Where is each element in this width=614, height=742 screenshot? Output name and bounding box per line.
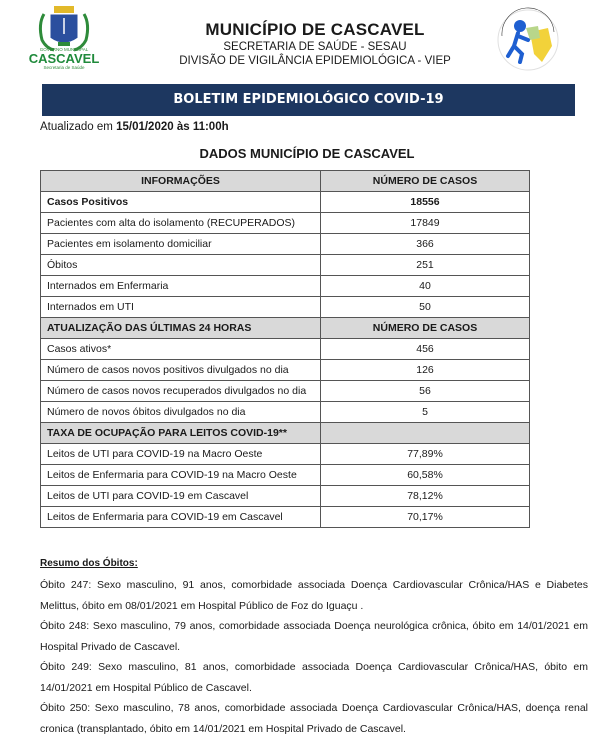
section-title: DADOS MUNICÍPIO DE CASCAVEL xyxy=(199,146,415,161)
row-label: Leitos de Enfermaria para COVID-19 em Cascavel xyxy=(41,507,321,528)
table-row xyxy=(41,402,530,423)
row-label: Pacientes com alta do isolamento (RECUPERADOS) xyxy=(41,213,321,234)
row-value: 60,58% xyxy=(321,465,530,486)
vigilancia-logo xyxy=(490,6,566,74)
obito-item: Óbito 247: Sexo masculino, 91 anos, comorbidade associada Doença Cardiovascular Crônica/HAS e Diabetes Melittus, óbito em 08/01/2021 em Hospital Público de Foz do Iguaçu . xyxy=(40,579,588,612)
row-value: 18556 xyxy=(321,192,530,213)
secretaria-subtitle: SECRETARIA DE SAÚDE - SESAU xyxy=(223,41,407,53)
row-label: Óbitos xyxy=(41,255,321,276)
row-value: 366 xyxy=(321,234,530,255)
obito-item: Óbito 249: Sexo masculino, 81 anos, comorbidade associada Doença Cardiovascular Crônica/HAS, óbito em 14/01/2021 em Hospital Público de Cascavel. xyxy=(40,661,588,694)
table-row xyxy=(41,192,530,213)
row-label: Número de casos novos positivos divulgados no dia xyxy=(41,360,321,381)
table-row xyxy=(41,276,530,297)
epidemiology-runner-icon xyxy=(490,6,566,74)
row-label: Internados em UTI xyxy=(41,297,321,318)
obitos-list xyxy=(40,575,588,739)
divisao-subtitle: DIVISÃO DE VIGILÂNCIA EPIDEMIOLÓGICA - VIEP xyxy=(179,55,451,67)
table-header-row xyxy=(41,171,530,192)
section-value-header: NÚMERO DE CASOS xyxy=(321,318,530,339)
table-row xyxy=(41,213,530,234)
covid-data-table xyxy=(40,170,530,528)
table-row xyxy=(41,297,530,318)
section-value-header xyxy=(321,423,530,444)
row-label: Leitos de Enfermaria para COVID-19 na Macro Oeste xyxy=(41,465,321,486)
updated-datetime: 15/01/2020 às 11:00h xyxy=(116,121,229,133)
section-header-24h xyxy=(41,318,530,339)
table-row xyxy=(41,381,530,402)
section-label: TAXA DE OCUPAÇÃO PARA LEITOS COVID-19** xyxy=(41,423,321,444)
section-label: ATUALIZAÇÃO DAS ÚLTIMAS 24 HORAS xyxy=(41,318,321,339)
resumo-obitos-title: Resumo dos Óbitos: xyxy=(40,558,138,569)
table-row xyxy=(41,444,530,465)
row-label: Número de novos óbitos divulgados no dia xyxy=(41,402,321,423)
table-row xyxy=(41,507,530,528)
header-numero-casos: NÚMERO DE CASOS xyxy=(321,171,530,192)
row-label: Número de casos novos recuperados divulgados no dia xyxy=(41,381,321,402)
row-value: 17849 xyxy=(321,213,530,234)
updated-prefix: Atualizado em xyxy=(40,121,117,133)
obito-item: Óbito 250: Sexo masculino, 78 anos, comorbidade associada Doença Cardiovascular Crônica/HAS, doença renal cronica (transplantado, óbito em 14/01/2021 em Hospital Privado de Cascavel. xyxy=(40,702,588,735)
row-value: 50 xyxy=(321,297,530,318)
header-informacoes: INFORMAÇÕES xyxy=(41,171,321,192)
municipality-title: MUNICÍPIO DE CASCAVEL xyxy=(205,20,425,39)
table-row xyxy=(41,339,530,360)
row-value: 40 xyxy=(321,276,530,297)
row-label: Casos Positivos xyxy=(41,192,321,213)
bulletin-banner: BOLETIM EPIDEMIOLÓGICO COVID-19 xyxy=(42,84,575,116)
obito-item: Óbito 248: Sexo masculino, 79 anos, comorbidade associada Doença neurológica crônica, óbito em 14/01/2021 em Hospital Privado de Cascavel. xyxy=(40,620,588,653)
row-value: 126 xyxy=(321,360,530,381)
row-value: 77,89% xyxy=(321,444,530,465)
row-label: Casos ativos* xyxy=(41,339,321,360)
table-row xyxy=(41,360,530,381)
row-value: 5 xyxy=(321,402,530,423)
table-row xyxy=(41,465,530,486)
table-row xyxy=(41,255,530,276)
row-value: 78,12% xyxy=(321,486,530,507)
left-logo-text: GOVERNO MUNICIPAL CASCAVEL Secretaria de Saúde xyxy=(28,47,100,70)
row-value: 70,17% xyxy=(321,507,530,528)
row-value: 56 xyxy=(321,381,530,402)
table-row xyxy=(41,486,530,507)
row-label: Leitos de UTI para COVID-19 na Macro Oeste xyxy=(41,444,321,465)
row-value: 251 xyxy=(321,255,530,276)
updated-line xyxy=(40,121,229,133)
table-row xyxy=(41,234,530,255)
header-block xyxy=(150,20,480,68)
row-label: Pacientes em isolamento domiciliar xyxy=(41,234,321,255)
section-header-ocupacao xyxy=(41,423,530,444)
row-value: 456 xyxy=(321,339,530,360)
row-label: Internados em Enfermaria xyxy=(41,276,321,297)
row-label: Leitos de UTI para COVID-19 em Cascavel xyxy=(41,486,321,507)
